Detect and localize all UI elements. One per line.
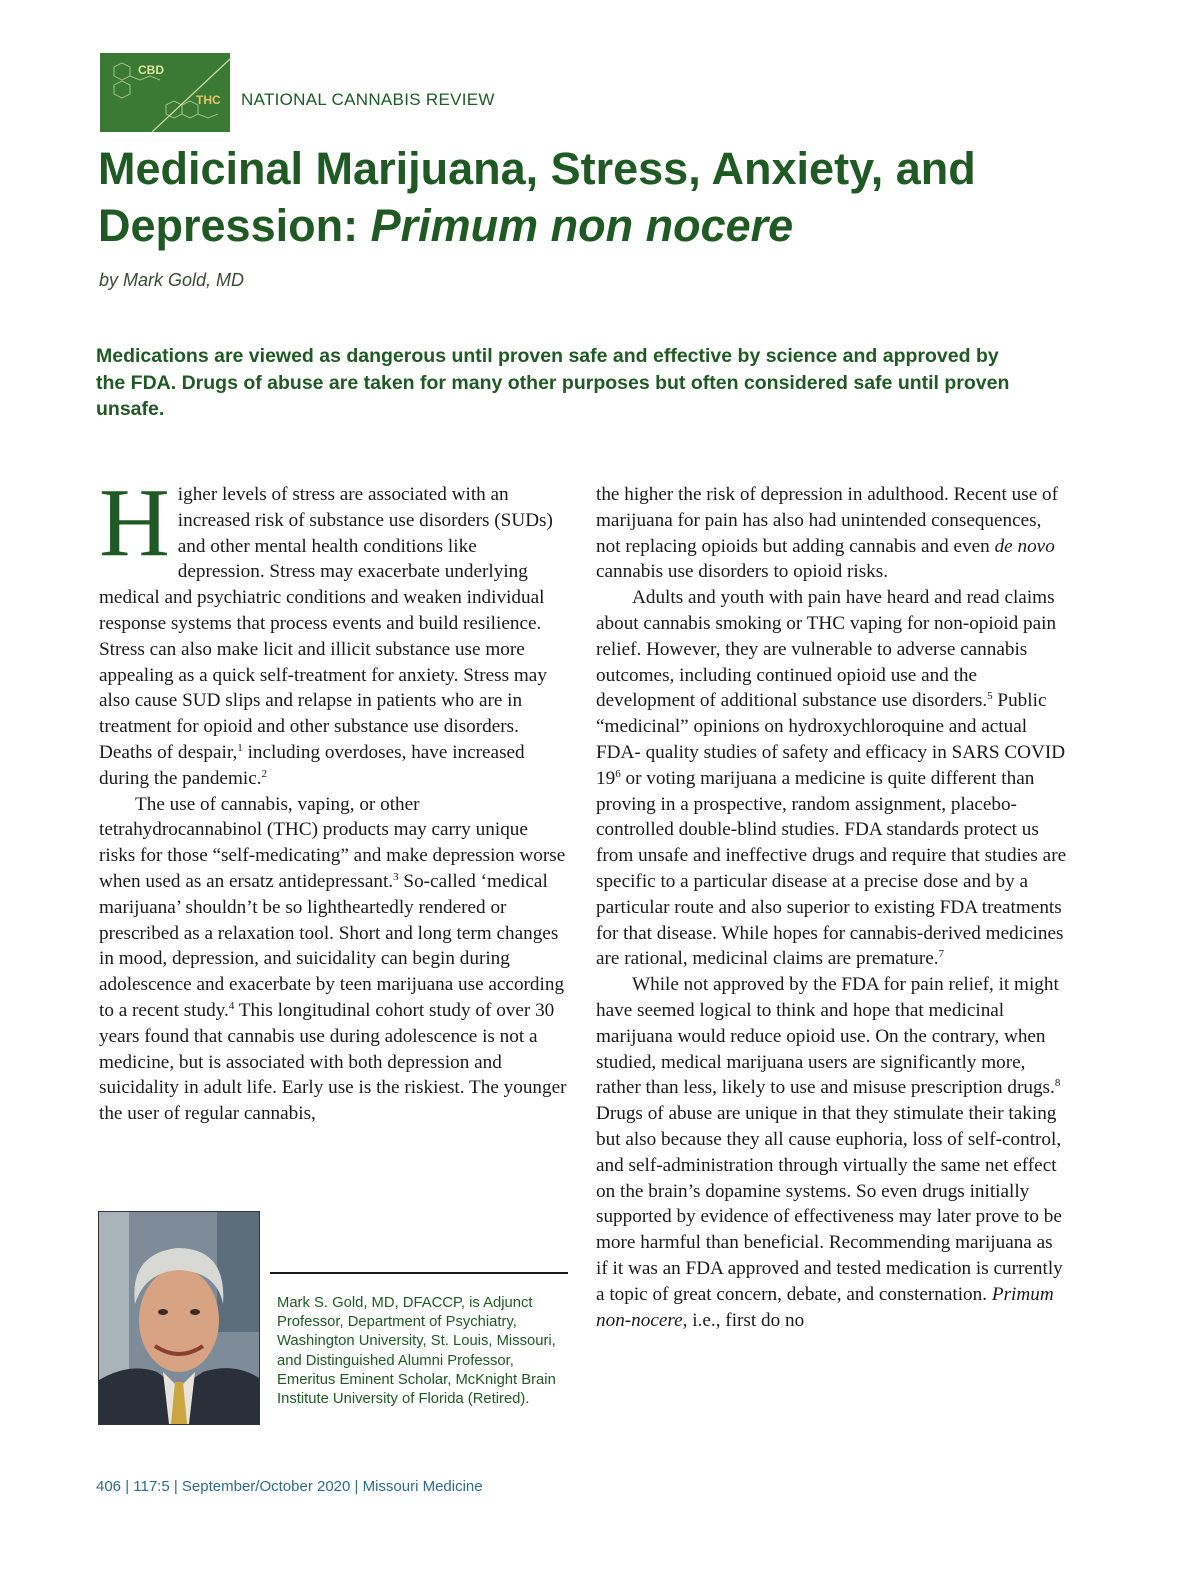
paragraph-text: While not approved by the FDA for pain relief, it might have seemed logical to think and hope that medicinal marijuana would reduce opioid use. On the contrary, when studied, medical marijuana users are significantly more, rather than less, likely to use and misuse prescription drugs. [596,974,1059,1099]
footnote-ref[interactable]: 1 [237,741,243,754]
body-column-1 [99,469,567,1127]
footnote-ref[interactable]: 6 [615,767,621,780]
paragraph-text: Public “medicinal” opinions on hydroxychloroquine and actual FDA- quality studies of safety and efficacy in SARS COVID 19 [596,690,1066,789]
paragraph [596,585,1068,972]
paragraph [99,792,567,1127]
page-footer: 406 | 117:5 | September/October 2020 | Missouri Medicine [96,1478,483,1495]
logo-cbd-text: CBD [138,63,164,77]
footnote-ref[interactable]: 2 [261,767,268,780]
title-sub: Primum non nocere [370,200,794,251]
paragraph-text: , i.e., first do no [682,1309,805,1331]
drop-cap: H [99,469,170,577]
footnote-ref[interactable]: 8 [1054,1077,1061,1090]
section-label: NATIONAL CANNABIS REVIEW [241,90,495,109]
paragraph-text: Adults and youth with pain have heard and read claims about cannabis smoking or THC vaping for non-opioid pain relief. However, they are vulnerable to adverse cannabis outcomes, including continued opioid use and the development of additional substance use disorders. [596,587,1057,712]
bio-divider [270,1272,568,1274]
footnote-ref[interactable]: 7 [938,948,945,961]
author-portrait-image [99,1212,259,1424]
footnote-ref[interactable]: 3 [393,870,399,883]
paragraph-text: This longitudinal cohort study of over 30 years found that cannabis use during adolescence is not a medicine, but is associated with both depression and suicidality in adult life. Early use is the riskiest. The younger the user of regular cannabis, [99,999,567,1125]
logo-thc-text: THC [196,93,221,107]
paragraph-text: including overdoses, have increased during the pandemic. [99,741,525,789]
cbd-thc-logo [100,53,230,132]
footnote-ref[interactable]: 5 [987,690,993,703]
paragraph-text: cannabis use disorders to opioid risks. [596,561,889,583]
author-photo [98,1211,260,1425]
footnote-ref[interactable]: 4 [228,999,235,1012]
deck-summary: Medications are viewed as dangerous until proven safe and effective by science and approved by the FDA. Drugs of abuse are taken for many other purposes but often considered safe until proven unsafe. [96,345,1010,420]
emphasis-text: de novo [994,535,1055,557]
byline: by Mark Gold, MD [99,270,245,290]
paragraph-text: igher levels of stress are associated with an increased risk of substance use disorders (SUDs) and other mental health conditions like depression. Stress may exacerbate underlying medical and psychiatric conditions and weaken individual response systems that process events and build resilience. Stress can also make licit and illicit substance use more appealing as a quick self-treatment for anxiety. Stress may also cause SUD slips and relapse in patients who are in treatment for opioid and other substance use disorders. Deaths of despair, [99,484,553,763]
title-main: Medicinal Marijuana, Stress, Anxiety, and Depression: [98,143,976,251]
paragraph-text: Drugs of abuse are unique in that they stimulate their taking but also because they all cause euphoria, loss of self-control, and self-administration through virtually the same net effect on the brain’s dopamine systems. So even drugs initially supported by evidence of effectiveness may later prove to be more harmful than beneficial. Recommending marijuana as if it was an FDA approved and tested medication is currently a topic of great concern, debate, and consternation. [596,1103,1063,1305]
body-column-2 [596,482,1068,1333]
paragraph [99,469,567,792]
paragraph-text: So-called ‘medical marijuana’ shouldn’t be so lightheartedly rendered or prescribed as a relaxation tool. Short and long term changes in mood, depression, and suicidality can begin during adolescence and exacerbate by teen marijuana use according to a recent study. [99,870,565,1021]
paragraph [596,482,1068,585]
emphasis-text: Primum non-nocere [596,1283,1054,1331]
paragraph-text: or voting marijuana a medicine is quite different than proving in a prospective, random assignment, placebo-controlled double-blind studies. FDA standards protect us from unsafe and ineffective drugs and require that studies are specific to a particular disease at a precise dose and by a particular route and also superior to existing FDA treatments for that disease. While hopes for cannabis-derived medicines are rational, medicinal claims are premature. [596,767,1067,970]
paragraph [596,972,1068,1333]
author-bio: Mark S. Gold, MD, DFACCP, is Adjunct Professor, Department of Psychiatry, Washington University, St. Louis, Missouri, and Distinguished Alumni Professor, Emeritus Eminent Scholar, McKnight Brain Institute University of Florida (Retired). [277,1295,556,1408]
article-title [98,140,1098,254]
paragraph-text: The use of cannabis, vaping, or other tetrahydrocannabinol (THC) products may carry unique risks for those “self-medicating” and make depression worse when used as an ersatz antidepressant. [99,793,566,892]
paragraph-text: the higher the risk of depression in adulthood. Recent use of marijuana for pain has also had unintended consequences, not replacing opioids but adding cannabis and even [596,484,1058,557]
